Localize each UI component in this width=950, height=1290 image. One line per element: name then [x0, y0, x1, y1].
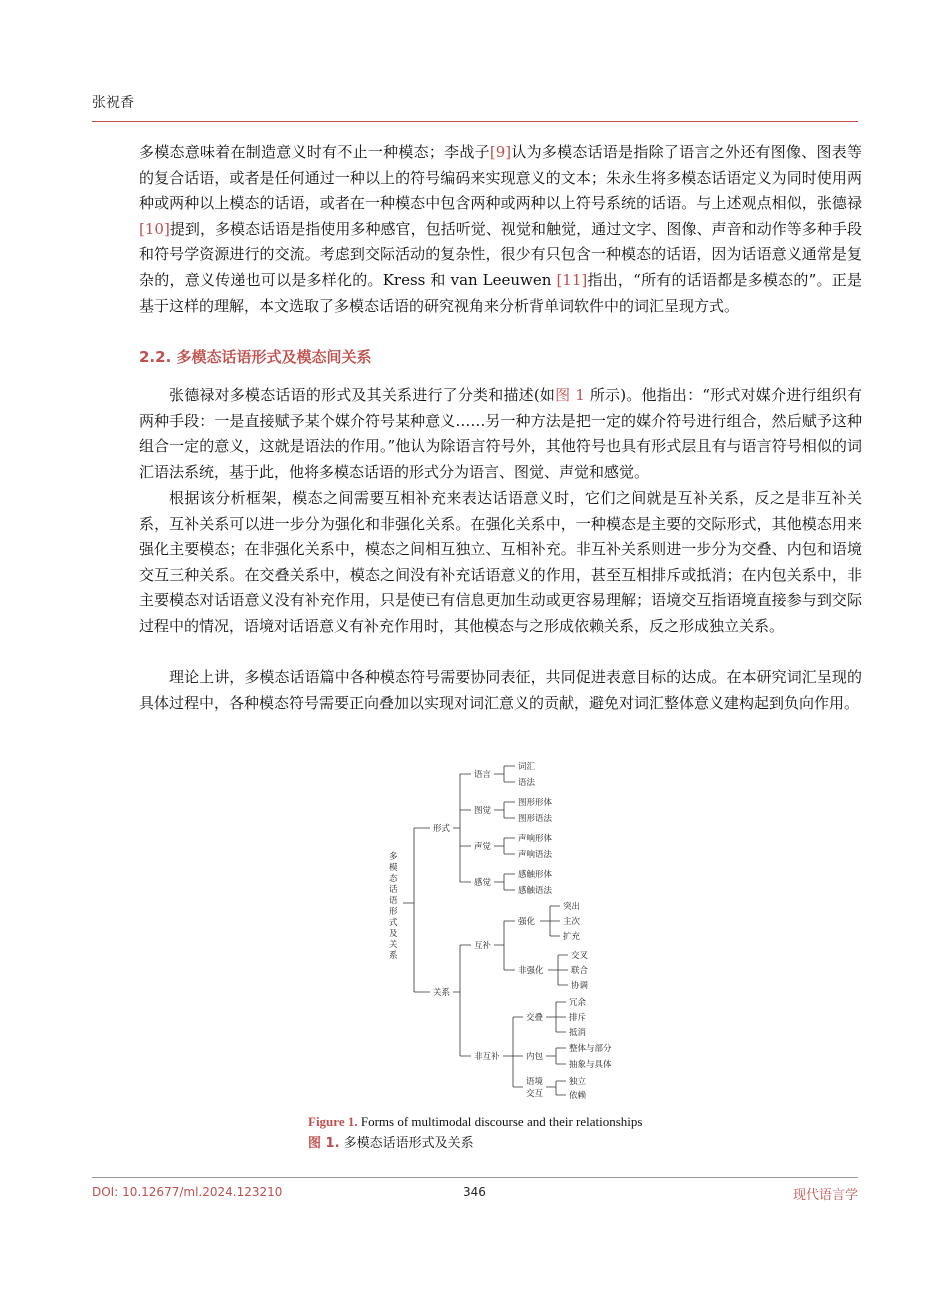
paragraph-2-text-b: 所示)。他指出：“形式对媒介进行组织有两种手段：一是直接赋予某个媒介符号某种意义……另一种方法是把一定的媒介符号进行组合，然后赋予这种组合一定的意义，这就是语法的作用。”他认为除语言符号外，其他符号也具有形式层且有与语言符号相似的词汇语法系统，基于此，他将多模态话语的形式分为语言、图觉、声觉和感觉。: [139, 386, 863, 481]
context-label: 交互: [526, 1089, 544, 1099]
context-bracket: [546, 1081, 566, 1095]
citation-10-link[interactable]: [10]: [139, 219, 170, 238]
root-bracket: [403, 828, 430, 992]
leaf-item: 图形语法: [518, 814, 553, 824]
nonreinforce-bracket: [548, 955, 568, 985]
leaf-item: 协调: [571, 981, 589, 991]
leaf-item: 抽象与具体: [569, 1060, 612, 1070]
inclusion-bracket: [546, 1048, 566, 1064]
caption-zh-label: 图 1.: [308, 1136, 340, 1151]
footer-journal-link[interactable]: 现代语言学: [792, 1188, 858, 1203]
context-label: 语境: [526, 1077, 544, 1087]
root-char: 态: [389, 874, 398, 884]
caption-en-label: Figure 1.: [308, 1114, 358, 1129]
noncomplementary-bracket: [503, 1017, 523, 1087]
leaf-item: 突出: [563, 902, 581, 912]
leaf-item: 联合: [571, 966, 589, 976]
overlap-bracket: [546, 1002, 566, 1032]
sense-bracket: [494, 874, 515, 890]
leaf-item: 独立: [569, 1077, 587, 1087]
reinforce-label: 强化: [518, 917, 536, 927]
paragraph-2: [139, 383, 862, 485]
relation-bracket: [453, 945, 471, 1056]
leaf-item: 词汇: [518, 762, 536, 772]
audio-bracket: [494, 838, 515, 854]
paragraph-3: 根据该分析框架，模态之间需要互相补充来表达话语意义时，它们之间就是互补关系，反之是非互补关系，互补关系可以进一步分为强化和非强化关系。在强化关系中，一种模态是主要的交际形式，其他模态用来强化主要模态；在非强化关系中，模态之间相互独立、互相补充。非互补关系则进一步分为交叠、内包和语境交互三种关系。在交叠关系中，模态之间没有补充话语意义的作用，甚至互相排斥或抵消；在内包关系中，非主要模态对话语意义没有补充作用，只是使已有信息更加生动或更容易理解；语境交互指语境直接参与到交际过程中的情况，语境对话语意义有补充作用时，其他模态与之形成依赖关系，反之形成独立关系。: [139, 489, 862, 635]
leaf-item: 感触形体: [518, 870, 553, 880]
leaf-item: 依赖: [569, 1091, 587, 1101]
root-char: 语: [389, 896, 398, 906]
leaf-item: 声响语法: [518, 850, 553, 860]
visual-bracket: [494, 802, 515, 818]
nonreinforce-label: 非强化: [518, 966, 544, 976]
paragraph-4: 理论上讲，多模态话语篇中各种模态符号需要协同表征，共同促进表意目标的达成。在本研究词汇呈现的具体过程中，各种模态符号需要正向叠加以实现对词汇意义的贡献，避免对词汇整体意义建构起到负向作用。: [139, 668, 862, 712]
reinforce-bracket: [540, 906, 560, 936]
leaf-item: 冗余: [569, 998, 587, 1008]
leaf-item: 扩充: [563, 932, 581, 942]
root-char: 多: [389, 852, 398, 862]
root-char: 式: [389, 918, 398, 928]
caption-en-text: Forms of multimodal discourse and their relationships: [357, 1114, 643, 1129]
figure-caption-en: [308, 1114, 642, 1130]
leaf-item: 主次: [563, 917, 581, 927]
overlap-label: 交叠: [526, 1013, 544, 1023]
root-char: 话: [389, 885, 398, 895]
header-divider: [92, 121, 858, 122]
figure-1-diagram: [370, 755, 630, 1105]
leaf-item: 语法: [518, 778, 536, 788]
figure-1-link[interactable]: 图 1: [555, 386, 585, 404]
paragraph-1-text-d: 指出，“所有的话语都是多模态的”。正是基于这样的理解，本文选取了多模态话语的研究视角来分析背单词软件中的词汇呈现方式。: [139, 270, 862, 315]
leaf-item: 图形形体: [518, 798, 553, 808]
sense-label: 感觉: [474, 878, 492, 888]
language-label: 语言: [474, 770, 492, 780]
complementary-label: 互补: [474, 941, 492, 951]
leaf-item: 整体与部分: [569, 1044, 612, 1054]
footer-doi-link[interactable]: DOI: 10.12677/ml.2024.123210: [92, 1185, 283, 1199]
relation-label: 关系: [433, 988, 451, 998]
paragraph-1-text-a: 多模态意味着在制造意义时有不止一种模态；李战子: [139, 143, 490, 161]
audio-label: 声觉: [474, 842, 492, 852]
citation-9-link[interactable]: [9]: [489, 143, 512, 161]
paragraph-1: [139, 140, 862, 319]
footer-divider: [92, 1177, 858, 1178]
complementary-bracket: [494, 921, 515, 970]
caption-zh-text: 多模态话语形式及关系: [339, 1136, 474, 1151]
root-char: 系: [389, 951, 398, 961]
root-char: 形: [389, 907, 398, 917]
citation-11-link[interactable]: [11]: [556, 270, 588, 289]
leaf-item: 抵消: [569, 1028, 587, 1038]
root-char: 及: [389, 929, 398, 939]
paragraph-1-text-b: 认为多模态话语是指除了语言之外还有图像、图表等的复合话语，或者是任何通过一种以上的符号编码来实现意义的文本；朱永生将多模态话语定义为同时使用两种或两种以上模态的话语，或者在一种模态中包含两种或两种以上符号系统的话语。与上述观点相似，张德禄: [139, 143, 862, 213]
figure-caption-zh: [308, 1132, 474, 1151]
form-bracket: [453, 774, 471, 882]
header-author: 张祝香: [92, 95, 134, 111]
root-char: 关: [389, 940, 398, 950]
paragraph-1-text-c: 提到，多模态话语是指使用多种感官，包括听觉、视觉和触觉，通过文字、图像、声音和动作等多种手段和符号学资源进行的交流。考虑到交际活动的复杂性，很少有只包含一种模态的话语，因为话语意义通常是复杂的，意义传递也可以是多样化的。Kress 和 van Leeuwen: [139, 219, 862, 289]
form-label: 形式: [433, 824, 451, 834]
leaf-item: 感触语法: [518, 886, 553, 896]
leaf-item: 交叉: [571, 951, 589, 961]
leaf-item: 声响形体: [518, 834, 553, 844]
leaf-item: 排斥: [569, 1013, 587, 1023]
visual-label: 图觉: [474, 806, 492, 816]
paragraph-2-text-a: 张德禄对多模态话语的形式及其关系进行了分类和描述(如: [169, 386, 556, 404]
root-char: 模: [389, 863, 398, 873]
section-heading: 2.2. 多模态话语形式及模态间关系: [139, 348, 372, 366]
noncomplementary-label: 非互补: [474, 1052, 500, 1062]
language-bracket: [494, 766, 515, 782]
inclusion-label: 内包: [526, 1052, 544, 1062]
footer-page-number: 346: [463, 1185, 486, 1199]
